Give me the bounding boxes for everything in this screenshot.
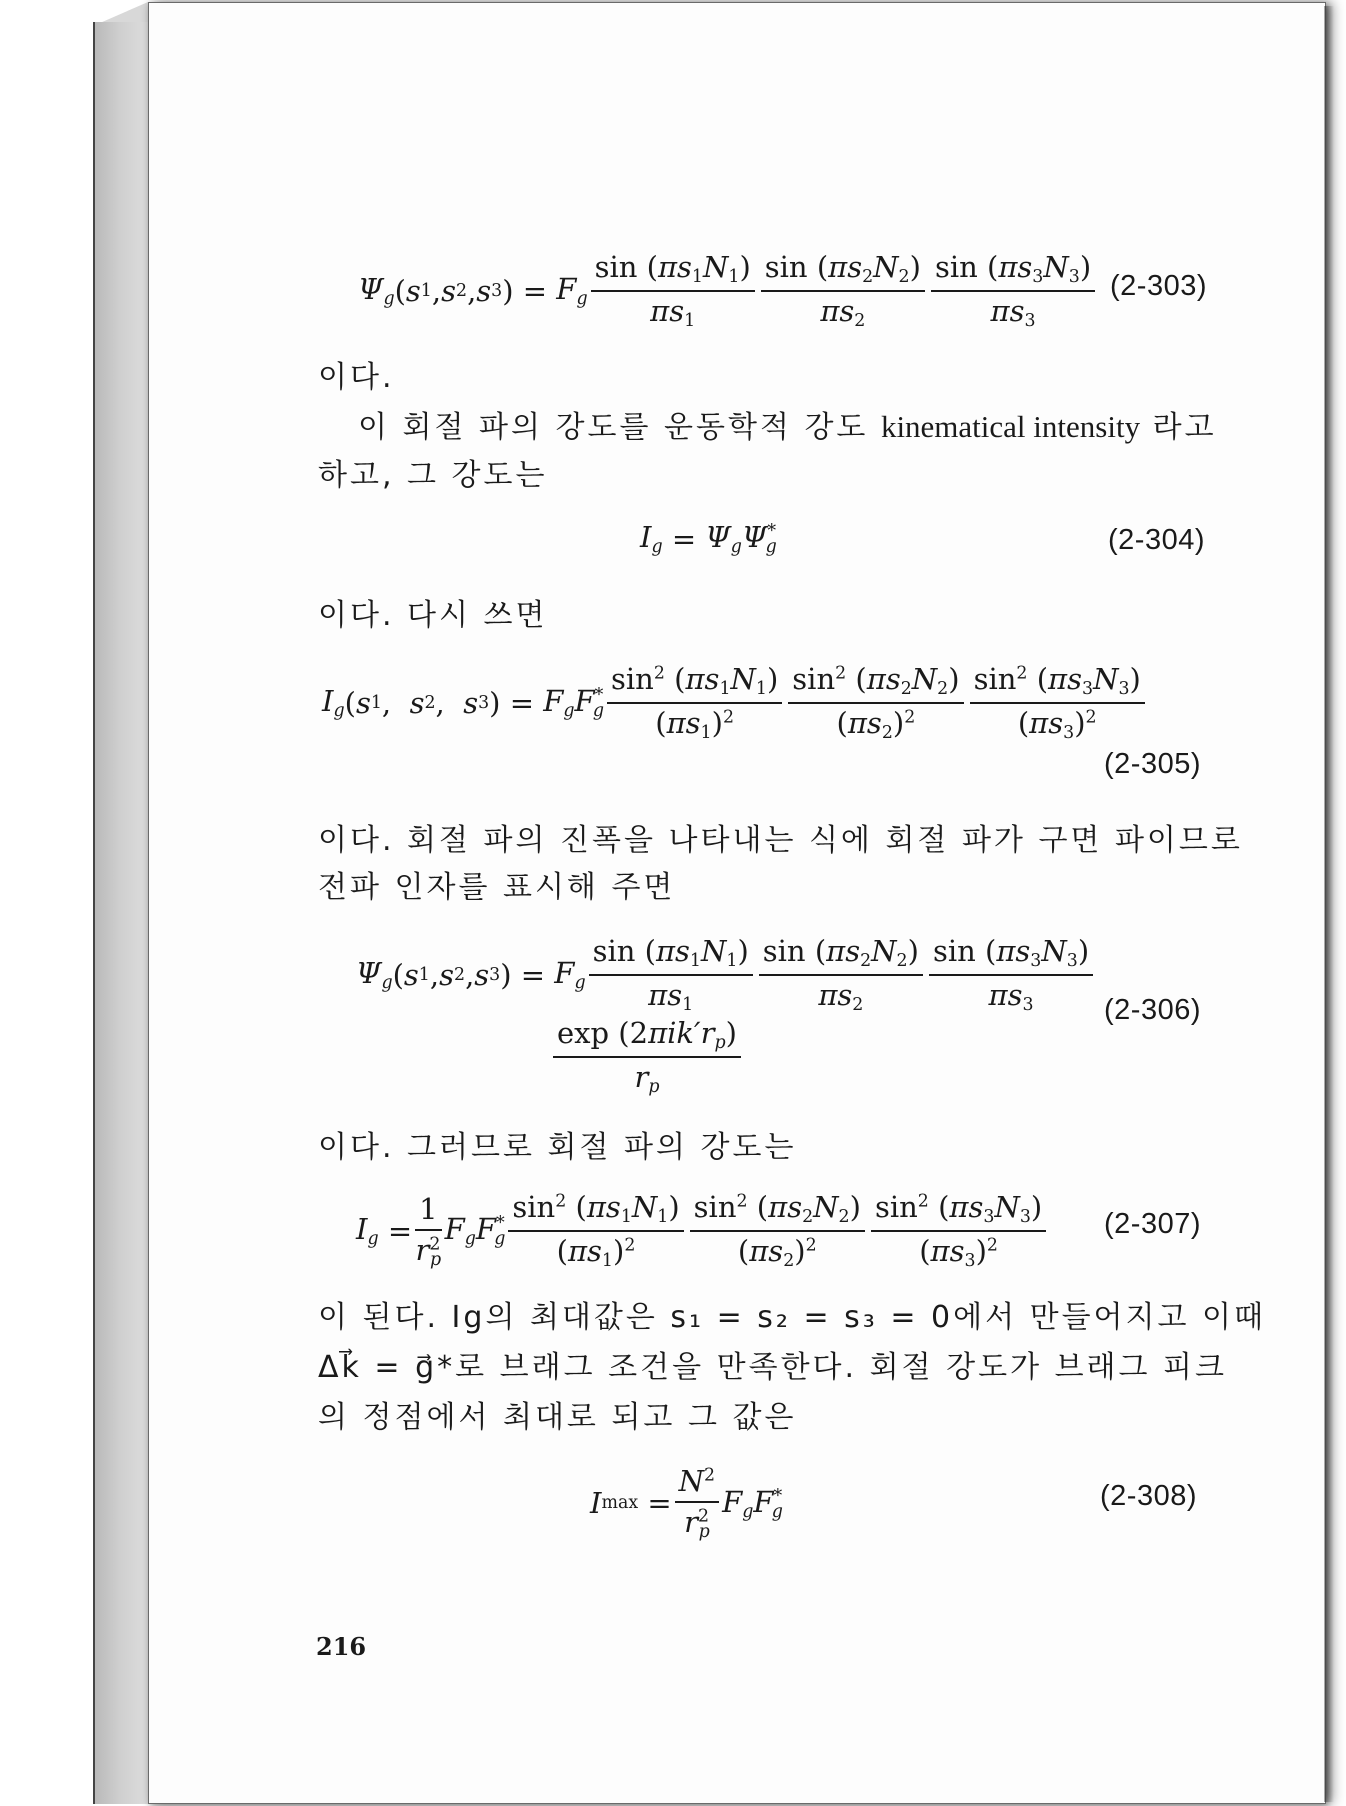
equation-number-2-306: (2-306) bbox=[1104, 994, 1201, 1026]
page-shadow bbox=[1324, 6, 1334, 1802]
paragraph-text: 이다. bbox=[318, 360, 395, 395]
equation-number-2-307: (2-307) bbox=[1104, 1208, 1201, 1240]
equation-number-2-305: (2-305) bbox=[1104, 748, 1201, 780]
paragraph-text: 하고, 그 강도는 bbox=[318, 458, 548, 493]
equation-2-308: I max = $\frac{N^2}{r^2_p}$ $F_gF^*_g$ bbox=[590, 1464, 783, 1543]
paragraph-text: 이 회절 파의 강도를 운동학적 강도 kinematical intensity 라고 bbox=[358, 409, 1217, 445]
paragraph-text: 전파 인자를 표시해 주면 bbox=[318, 870, 676, 905]
equation-2-307: $I_g$ = $\frac{1}{r^2_p}$ $F_gF^*_g$ $\frac{\sin^2 (\pi s_1N_1)}{(\pi s_1)^2}$ $\frac{\sin^2 (\pi s_2N_2)}{(\pi s_2)^2}$ $\frac{\sin^2 (\pi s_3N_3)}{(\pi s_3)^2}$ bbox=[356, 1190, 1049, 1271]
paragraph-text: 의 정점에서 최대로 되고 그 값은 bbox=[318, 1400, 797, 1435]
paragraph-text: 이다. 다시 쓰면 bbox=[318, 598, 548, 633]
paragraph-text: 이 된다. Ig의 최대값은 s₁ = s₂ = s₃ = 0에서 만들어지고 이때 bbox=[318, 1300, 1266, 1335]
equation-number-2-308: (2-308) bbox=[1100, 1480, 1197, 1512]
equation-2-305: $I_g$ ( s 1 , s 2 , s 3 ) = $F_gF^*_g$ $\frac{\sin^2 (\pi s_1N_1)}{(\pi s_1)^2}$ $\frac{\sin^2 (\pi s_2N_2)}{(\pi s_2)^2}$ $\frac{\sin^2 (\pi s_3N_3)}{(\pi s_3)^2}$ bbox=[322, 662, 1148, 743]
equation-2-306-propagation: $\frac{\exp (2\pi ik'r_p)}{r_p}$ bbox=[550, 1016, 744, 1097]
equation-2-306: $\Psi_g$ ( s 1 , s 2 , s 3 ) = $F_g$ $\frac{\sin (\pi s_1N_1)}{\pi s_1}$ $\frac{\sin (\pi s_2N_2)}{\pi s_2}$ $\frac{\sin (\pi s_3N_3)}{\pi s_3}$ bbox=[356, 934, 1096, 1015]
equation-number-2-304: (2-304) bbox=[1108, 524, 1205, 556]
paragraph-text: Δk⃗ = g⃗*로 브래그 조건을 만족한다. 회절 강도가 브래그 피크 bbox=[318, 1350, 1228, 1385]
equation-number-2-303: (2-303) bbox=[1110, 270, 1207, 302]
equation-2-304: $I_g$ = $\Psi_g\Psi^*_g$ bbox=[640, 520, 777, 558]
paragraph-text: 이다. 그러므로 회절 파의 강도는 bbox=[318, 1130, 797, 1165]
equation-2-303: $\Psi_g$ ( s 1 , s 2 , s 3 ) = $F_g$ $\frac{\sin (\pi s_1N_1)}{\pi s_1}$ $\frac{\sin (\pi s_2N_2)}{\pi s_2}$ $\frac{\sin (\pi s_3N_3)}{\pi s_3}$ bbox=[358, 250, 1098, 331]
paragraph-text: 이다. 회절 파의 진폭을 나타내는 식에 회절 파가 구면 파이므로 bbox=[318, 823, 1243, 858]
book-spine bbox=[93, 22, 151, 1804]
page-number: 216 bbox=[316, 1632, 367, 1661]
